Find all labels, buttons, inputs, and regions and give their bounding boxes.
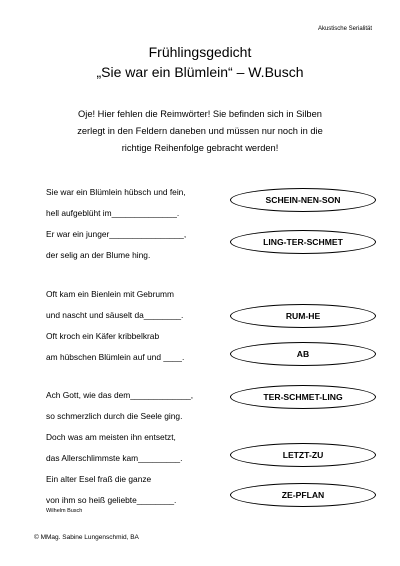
poem-line: Oft kroch ein Käfer kribbelkrab — [46, 331, 160, 341]
page-title: Frühlingsgedicht — [148, 44, 252, 60]
instructions-line: Oje! Hier fehlen die Reimwörter! Sie befinden sich in Silben — [78, 109, 322, 119]
syllable-box[interactable]: RUM-HE — [230, 304, 376, 328]
poem-line: Ein alter Esel fraß die ganze — [46, 474, 152, 484]
instructions — [40, 106, 360, 157]
poem-line: von ihm so heiß geliebte________. — [46, 495, 177, 505]
poem-line: das Allerschlimmste kam_________. — [46, 453, 183, 463]
syllable-box[interactable]: TER-SCHMET-LING — [230, 385, 376, 409]
poem-line: Oft kam ein Bienlein mit Gebrumm — [46, 289, 174, 299]
poem-line: Er war ein junger________________, — [46, 229, 187, 239]
poem-title: „Sie war ein Blümlein“ – W.Busch — [96, 64, 304, 80]
poem-line: hell aufgeblüht im______________. — [46, 208, 180, 218]
poem-line: der selig an der Blume hing. — [46, 250, 151, 260]
instructions-line: richtige Reihenfolge gebracht werden! — [121, 143, 279, 153]
instructions-line: zerlegt in den Feldern daneben und müssen nur noch in die — [77, 126, 323, 136]
category-label: Akustische Serialität — [317, 26, 372, 32]
copyright-notice: © MMag. Sabine Lungenschmid, BA — [34, 534, 139, 541]
poem-line: Ach Gott, wie das dem_____________, — [46, 390, 194, 400]
syllable-box[interactable]: LETZT-ZU — [230, 443, 376, 467]
poem-line: am hübschen Blümlein auf und ____. — [46, 352, 185, 362]
syllable-box[interactable]: AB — [230, 342, 376, 366]
syllable-box[interactable]: ZE-PFLAN — [230, 483, 376, 507]
poem-line: Sie war ein Blümlein hübsch und fein, — [46, 187, 186, 197]
poem-line: so schmerzlich durch die Seele ging. — [46, 411, 183, 421]
syllable-box[interactable]: LING-TER-SCHMET — [230, 230, 376, 254]
syllable-box[interactable]: SCHEIN-NEN-SON — [230, 188, 376, 212]
author-name: Wilhelm Busch — [46, 508, 83, 514]
poem-line: Doch was am meisten ihn entsetzt, — [46, 432, 176, 442]
poem-line: und nascht und säuselt da________. — [46, 310, 184, 320]
